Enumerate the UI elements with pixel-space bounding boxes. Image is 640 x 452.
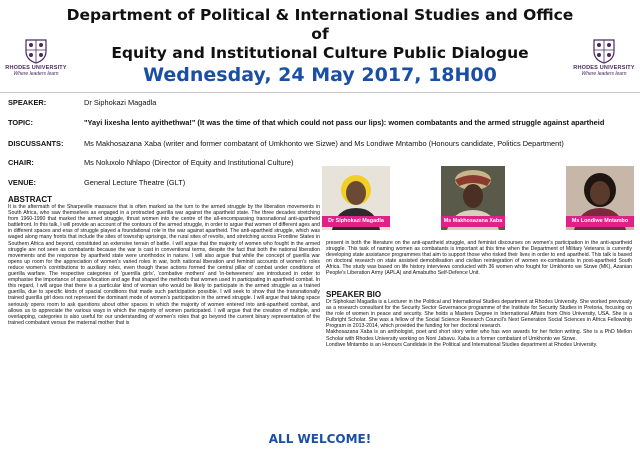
abstract-continued: present in both the literature on the anti-apartheid struggle, and feminist discourses on women's participation in the anti-apartheid struggle. This task of naming women as combatants is important at this time when the Department of Military Veterans is currently developing state assistance programmes that aim to support those who risked their lives in order to end apartheid. This talk is based on doctoral research on state assisted demobilisation and civilian reintegration of women ex-combatants in post-apartheid South Africa. The study was based on life history interviews conducted with 36 women who fought for Umkhonto we Sizwe (MK), Azanian People's Liberation Army (APLA) and Amabutho Self-Defence Unit. bbox=[326, 240, 632, 277]
rhodes-logo-left bbox=[4, 38, 68, 77]
title-line-2: Equity and Institutional Culture Public Dialogue bbox=[111, 44, 529, 62]
crest-icon bbox=[592, 38, 616, 64]
discussants-value: Ms Makhosazana Xaba (writer and former combatant of Umkhonto we Sizwe) and Ms Londiwe Mntambo (Honours candidate, Politics Department) bbox=[84, 139, 564, 148]
venue-value: General Lecture Theatre (GLT) bbox=[84, 178, 186, 187]
topic-label: TOPIC: bbox=[8, 118, 33, 127]
topic-value: "Yayi lixesha lento ayithethwa!" (It was the time of that which could not pass our lips): women combatants and the armed struggle against apartheid bbox=[84, 118, 605, 127]
bio-paragraph-speaker: Dr Siphokazi Magadla is a Lecturer in the Political and International Studies department at Rhodes University. She worked previously as a research consultant for the Security Sector Governance programme of the Institute for Security Studies in Pretoria, focusing on the role of women in peace and security. She holds a Masters Degree in International Affairs from Ohio University, USA. She is a Fulbright Scholar. She was a fellow of the Social Science Research Council's Next Generation Social Sciences in Africa Fellowship Program in 2013-2014, which provided the funding for her doctoral research. bbox=[326, 299, 632, 330]
venue-label: VENUE: bbox=[8, 178, 36, 187]
crest-icon bbox=[24, 38, 48, 64]
abstract-text: It is the aftermath of the Sharpeville massacre that is often marked as the turn to the armed struggle by the liberation movements in South Africa, who saw themselves as engaged in a protracted guerilla war against the apartheid state. The three decades stretching from 1960-1990 that marked the armed struggle, thrust women into the centre of the all-encompassing transnational anti-apartheid battlefront. In this talk, I will provide an account of the contours of the armed struggle, in order to argue that women of different ages and in different spaces and eras of struggle played a foundational role in the war against apartheid. The anti-apartheid struggle, which was waged along many fronts that include the sites of township uprisings, the rural sites of revolts, and stretching across Frontline States in Southern Africa and beyond, constituted an extensive terrain of battle. I will argue that the majority of women who fought in the armed struggle are not seen as combatants because the war is cast in conventional terms, despite the fact that both the national liberation movements and the response by apartheid state were unorthodox in nature. I will also argue that while the concept of guerilla war opens up room for the appreciation of women's varied roles in war, both national liberation and feminist accounts of women's roles reduce women's contributions to auxiliary roles, even though these actions formed the central pillar of combat under conditions of guerilla warfare. The respective categories of 'guerrilla girls', 'combative mothers' and 'in-betweeners' are introduced in order to emphasise the importance of space/location and age that shaped the methods that women used in participating in apartheid combat. In this regard, I will argue that there is a particular kind of woman who would be likely to participate in the armed struggle as a trained guerilla, due to specific kinds of spacial conditions that made such participation possible. I will seek to show that the transnationally trained guerilla girl does not represent the dominant mode of women's participation in the armed struggle. I will argue that taking space seriously opens room to ask questions about other spaces in which the majority of women entered into anti-apartheid combat, and allows us to appreciate the various ways in which the majority of women participated. I will argue that the creation of multiple, and overlapping, categories is also useful for our understanding of women's roles that go beyond the current binary representation of the trained combatant versus the maternal mother that is bbox=[8, 204, 320, 326]
bio-paragraph-mntambo: Londiwe Mntambo is an Honours Candidate in the Political and International Studies department at Rhodes University. bbox=[326, 341, 598, 348]
page-title bbox=[60, 6, 580, 63]
logo-tagline: Where leaders learn bbox=[581, 71, 627, 77]
logo-university: RHODES UNIVERSITY bbox=[5, 65, 67, 71]
title-line-1: Department of Political & International Studies and Office of bbox=[66, 6, 574, 43]
discussant-1-caption: Ms Makhosazana Xaba bbox=[441, 216, 505, 227]
bio-heading: SPEAKER BIO bbox=[326, 290, 382, 299]
bio-text bbox=[326, 299, 632, 425]
abstract-heading: ABSTRACT bbox=[8, 195, 52, 204]
logo-tagline: Where leaders learn bbox=[13, 71, 59, 77]
all-welcome: ALL WELCOME! bbox=[268, 432, 372, 446]
discussant-2-caption: Ms Londiwe Mntambo bbox=[566, 216, 634, 227]
rhodes-logo-right bbox=[572, 38, 636, 77]
chair-value: Ms Noluxolo Nhlapo (Director of Equity and Institutional Culture) bbox=[84, 158, 294, 167]
bio-paragraph-xaba: Makhosazana Xaba is an anthologist, poet and short story writer who has won awards for her fiction writing. She is a PhD Mellon Scholar with Rhodes University working on Noni Jabavu. Xaba is a former combatant of Umkhonto we Sizwe. bbox=[326, 329, 632, 342]
divider bbox=[0, 92, 640, 93]
discussants-label: DISCUSSANTS: bbox=[8, 139, 64, 148]
chair-label: CHAIR: bbox=[8, 158, 34, 167]
event-date: Wednesday, 24 May 2017, 18H00 bbox=[143, 64, 497, 86]
logo-university: RHODES UNIVERSITY bbox=[573, 65, 635, 71]
speaker-value: Dr Siphokazi Magadla bbox=[84, 98, 157, 107]
speaker-label: SPEAKER: bbox=[8, 98, 47, 107]
speaker-caption: Dr Siphokazi Magadla bbox=[322, 216, 390, 227]
